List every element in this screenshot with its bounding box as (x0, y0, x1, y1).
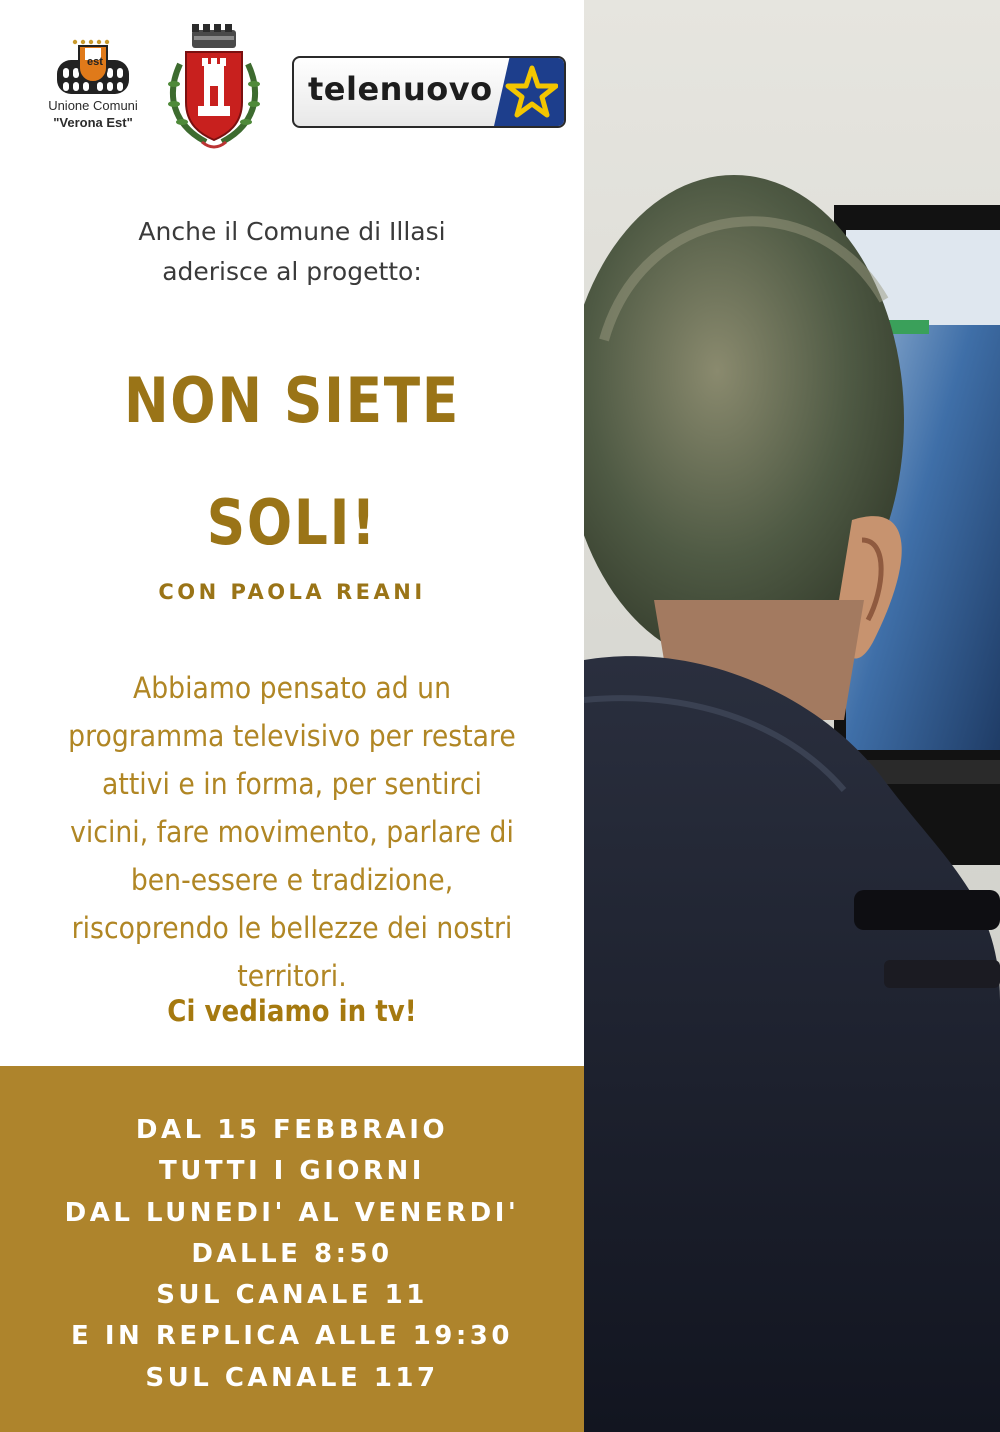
municipal-crest-icon (162, 24, 266, 154)
logo-row (0, 24, 584, 164)
schedule-line: DALLE 8:50 (191, 1238, 393, 1269)
photo-man-at-monitor (584, 0, 1000, 1432)
schedule-line: TUTTI I GIORNI (159, 1156, 425, 1187)
schedule-line: SUL CANALE 11 (156, 1280, 428, 1311)
unione-comuni-logo (38, 38, 148, 168)
unione-caption-line2: "Verona Est" (53, 115, 133, 130)
schedule-band (0, 1066, 584, 1432)
description-line: Abbiamo pensato ad un (132, 671, 452, 705)
intro-text (0, 212, 584, 292)
telenuovo-star-box (494, 58, 564, 126)
telenuovo-logo (292, 56, 566, 128)
intro-line-1: Anche il Comune di Illasi (138, 217, 446, 246)
host-credit: CON PAOLA REANI (158, 580, 426, 604)
headline-line-1: NON SIETE (123, 364, 461, 437)
unione-caption-line1: Unione Comuni (48, 98, 138, 113)
schedule-lines (0, 1110, 584, 1399)
unione-badge-text: est (87, 56, 103, 68)
description-line: ben-essere e tradizione, (130, 863, 454, 897)
schedule-line: DAL 15 FEBBRAIO (135, 1115, 449, 1145)
headline-line-2: SOLI! (206, 486, 378, 559)
description-line: programma televisivo per restare (68, 719, 516, 753)
description-line: vicini, fare movimento, parlare di (70, 815, 514, 849)
schedule-line: SUL CANALE 117 (145, 1362, 439, 1393)
description (42, 664, 542, 1000)
description-line: attivi e in forma, per sentirci (102, 767, 482, 801)
description-line: riscoprendo le bellezze dei nostri (71, 911, 513, 945)
star-icon (502, 64, 558, 120)
headline (41, 340, 543, 584)
intro-line-2: aderisce al progetto: (162, 257, 422, 286)
description-line: territori. (237, 959, 347, 993)
telenuovo-wordmark: telenuovo (308, 70, 493, 108)
schedule-line: DAL LUNEDI' AL VENERDI' (64, 1197, 520, 1228)
schedule-line: E IN REPLICA ALLE 19:30 (71, 1321, 513, 1352)
call-to-action: Ci vediamo in tv! (167, 994, 417, 1028)
